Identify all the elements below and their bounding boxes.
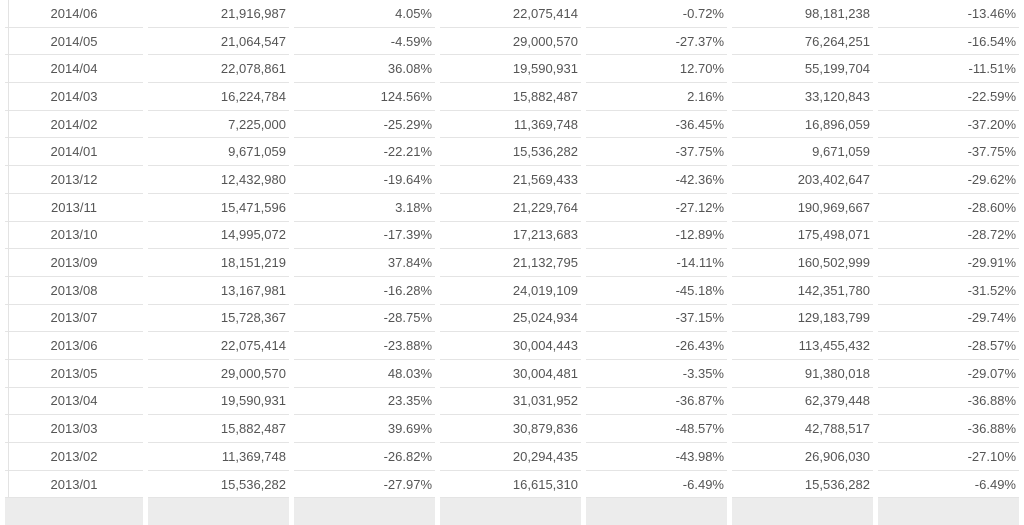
cell-value1: 16,224,784: [148, 83, 289, 111]
cell-month: 2014/04: [5, 55, 143, 83]
cell-value3: 9,671,059: [732, 138, 873, 166]
table-row: [5, 332, 1019, 360]
cell-value3: 55,199,704: [732, 55, 873, 83]
table-row: [5, 55, 1019, 83]
table-row: [5, 249, 1019, 277]
table-row: [5, 305, 1019, 333]
cell-value2: 15,882,487: [440, 83, 581, 111]
cell-value3: 203,402,647: [732, 166, 873, 194]
cell-month: 2013/11: [5, 194, 143, 222]
cell-value3: 16,896,059: [732, 111, 873, 139]
cell-pct2: -37.75%: [586, 138, 727, 166]
cell-pct3: -16.54%: [878, 28, 1019, 56]
cell-pct1: 36.08%: [294, 55, 435, 83]
table-row: [5, 194, 1019, 222]
cell-pct3: -31.52%: [878, 277, 1019, 305]
table-row: [5, 471, 1019, 499]
partial-cell: [732, 498, 873, 525]
cell-pct1: -28.75%: [294, 305, 435, 333]
cell-value1: 15,471,596: [148, 194, 289, 222]
cell-value1: 12,432,980: [148, 166, 289, 194]
table-row: [5, 166, 1019, 194]
cell-month: 2013/03: [5, 415, 143, 443]
cell-pct1: 4.05%: [294, 0, 435, 28]
cell-pct3: -22.59%: [878, 83, 1019, 111]
cell-value3: 91,380,018: [732, 360, 873, 388]
cell-pct2: -6.49%: [586, 471, 727, 499]
cell-value1: 15,728,367: [148, 305, 289, 333]
cell-month: 2014/01: [5, 138, 143, 166]
cell-value2: 16,615,310: [440, 471, 581, 499]
cell-pct1: -27.97%: [294, 471, 435, 499]
cell-pct3: -37.20%: [878, 111, 1019, 139]
cell-pct1: 48.03%: [294, 360, 435, 388]
cell-value2: 31,031,952: [440, 388, 581, 416]
partial-next-row: [5, 498, 1019, 525]
cell-value1: 7,225,000: [148, 111, 289, 139]
cell-value3: 190,969,667: [732, 194, 873, 222]
cell-pct3: -6.49%: [878, 471, 1019, 499]
cell-month: 2014/03: [5, 83, 143, 111]
table-row: [5, 138, 1019, 166]
cell-pct2: -3.35%: [586, 360, 727, 388]
cell-pct2: 12.70%: [586, 55, 727, 83]
cell-month: 2014/05: [5, 28, 143, 56]
cell-pct1: -23.88%: [294, 332, 435, 360]
cell-value1: 22,078,861: [148, 55, 289, 83]
cell-month: 2013/02: [5, 443, 143, 471]
cell-value1: 22,075,414: [148, 332, 289, 360]
cell-pct3: -28.72%: [878, 222, 1019, 250]
cell-pct2: -36.87%: [586, 388, 727, 416]
cell-value2: 24,019,109: [440, 277, 581, 305]
cell-pct3: -37.75%: [878, 138, 1019, 166]
cell-value2: 21,569,433: [440, 166, 581, 194]
cell-value2: 30,879,836: [440, 415, 581, 443]
cell-pct2: -36.45%: [586, 111, 727, 139]
cell-month: 2013/06: [5, 332, 143, 360]
cell-pct3: -29.74%: [878, 305, 1019, 333]
cell-pct2: -12.89%: [586, 222, 727, 250]
cell-pct2: -43.98%: [586, 443, 727, 471]
partial-cell: [878, 498, 1019, 525]
cell-pct3: -29.91%: [878, 249, 1019, 277]
cell-pct3: -29.07%: [878, 360, 1019, 388]
cell-value3: 98,181,238: [732, 0, 873, 28]
cell-pct2: 2.16%: [586, 83, 727, 111]
cell-value3: 26,906,030: [732, 443, 873, 471]
partial-cell: [294, 498, 435, 525]
cell-pct1: 3.18%: [294, 194, 435, 222]
cell-pct2: -14.11%: [586, 249, 727, 277]
cell-value1: 14,995,072: [148, 222, 289, 250]
cell-value1: 21,916,987: [148, 0, 289, 28]
cell-value1: 19,590,931: [148, 388, 289, 416]
cell-pct2: -48.57%: [586, 415, 727, 443]
cell-value3: 33,120,843: [732, 83, 873, 111]
cell-month: 2013/09: [5, 249, 143, 277]
cell-month: 2014/02: [5, 111, 143, 139]
cell-month: 2014/06: [5, 0, 143, 28]
cell-value1: 29,000,570: [148, 360, 289, 388]
table-row: [5, 360, 1019, 388]
cell-pct1: -22.21%: [294, 138, 435, 166]
cell-month: 2013/05: [5, 360, 143, 388]
cell-value2: 29,000,570: [440, 28, 581, 56]
cell-value1: 15,536,282: [148, 471, 289, 499]
cell-value1: 21,064,547: [148, 28, 289, 56]
partial-cell: [5, 498, 143, 525]
cell-pct3: -11.51%: [878, 55, 1019, 83]
cell-month: 2013/04: [5, 388, 143, 416]
cell-value2: 21,132,795: [440, 249, 581, 277]
cell-pct3: -13.46%: [878, 0, 1019, 28]
cell-month: 2013/01: [5, 471, 143, 499]
cell-pct1: -16.28%: [294, 277, 435, 305]
cell-pct2: -0.72%: [586, 0, 727, 28]
cell-month: 2013/08: [5, 277, 143, 305]
table-left-divider: [8, 0, 9, 497]
table-row: [5, 111, 1019, 139]
cell-value2: 17,213,683: [440, 222, 581, 250]
cell-value2: 30,004,481: [440, 360, 581, 388]
cell-pct2: -27.37%: [586, 28, 727, 56]
cell-value3: 15,536,282: [732, 471, 873, 499]
table-row: [5, 415, 1019, 443]
cell-value2: 22,075,414: [440, 0, 581, 28]
table-row: [5, 0, 1019, 28]
cell-month: 2013/12: [5, 166, 143, 194]
table-row: [5, 443, 1019, 471]
cell-pct1: -17.39%: [294, 222, 435, 250]
cell-month: 2013/07: [5, 305, 143, 333]
cell-pct3: -28.60%: [878, 194, 1019, 222]
cell-pct3: -36.88%: [878, 388, 1019, 416]
cell-pct2: -27.12%: [586, 194, 727, 222]
table-row: [5, 28, 1019, 56]
table-body: [5, 0, 1019, 525]
cell-value2: 30,004,443: [440, 332, 581, 360]
cell-value2: 15,536,282: [440, 138, 581, 166]
cell-pct2: -26.43%: [586, 332, 727, 360]
cell-value2: 20,294,435: [440, 443, 581, 471]
table-row: [5, 222, 1019, 250]
cell-value2: 25,024,934: [440, 305, 581, 333]
cell-value1: 11,369,748: [148, 443, 289, 471]
table-row: [5, 388, 1019, 416]
cell-value2: 11,369,748: [440, 111, 581, 139]
cell-pct3: -36.88%: [878, 415, 1019, 443]
cell-pct1: 23.35%: [294, 388, 435, 416]
cell-pct1: 124.56%: [294, 83, 435, 111]
cell-pct1: 37.84%: [294, 249, 435, 277]
cell-pct2: -45.18%: [586, 277, 727, 305]
cell-value3: 42,788,517: [732, 415, 873, 443]
cell-value3: 62,379,448: [732, 388, 873, 416]
cell-pct2: -37.15%: [586, 305, 727, 333]
cell-pct1: 39.69%: [294, 415, 435, 443]
cell-value2: 21,229,764: [440, 194, 581, 222]
partial-cell: [148, 498, 289, 525]
partial-cell: [586, 498, 727, 525]
cell-value1: 15,882,487: [148, 415, 289, 443]
cell-pct2: -42.36%: [586, 166, 727, 194]
cell-pct3: -29.62%: [878, 166, 1019, 194]
cell-value3: 129,183,799: [732, 305, 873, 333]
cell-value3: 175,498,071: [732, 222, 873, 250]
cell-pct1: -4.59%: [294, 28, 435, 56]
cell-month: 2013/10: [5, 222, 143, 250]
cell-value3: 113,455,432: [732, 332, 873, 360]
cell-pct1: -25.29%: [294, 111, 435, 139]
cell-value1: 9,671,059: [148, 138, 289, 166]
cell-value1: 13,167,981: [148, 277, 289, 305]
cell-value1: 18,151,219: [148, 249, 289, 277]
cell-value3: 142,351,780: [732, 277, 873, 305]
cell-pct3: -28.57%: [878, 332, 1019, 360]
cell-pct3: -27.10%: [878, 443, 1019, 471]
cell-value2: 19,590,931: [440, 55, 581, 83]
cell-value3: 76,264,251: [732, 28, 873, 56]
cell-value3: 160,502,999: [732, 249, 873, 277]
partial-cell: [440, 498, 581, 525]
table-row: [5, 83, 1019, 111]
cell-pct1: -19.64%: [294, 166, 435, 194]
table-row: [5, 277, 1019, 305]
cell-pct1: -26.82%: [294, 443, 435, 471]
